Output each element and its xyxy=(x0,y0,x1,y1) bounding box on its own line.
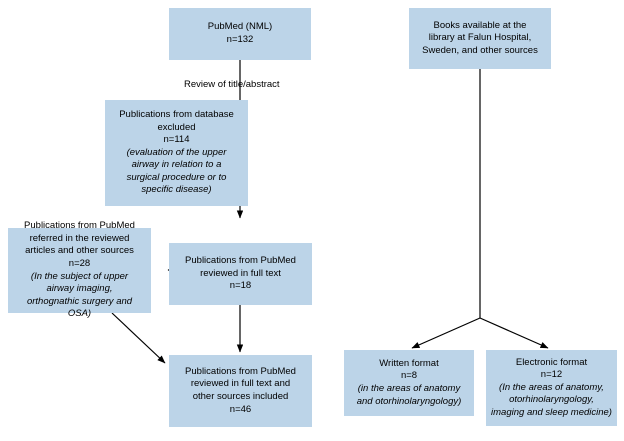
node-line: airway imaging, xyxy=(46,283,113,295)
node-written-format xyxy=(344,350,474,416)
node-line: n=28 xyxy=(68,257,91,269)
node-line: articles and other sources xyxy=(25,245,134,257)
node-line: (In the subject of upper xyxy=(30,270,129,282)
node-line: orthognathic surgery and xyxy=(26,295,133,307)
node-line: (In the areas of anatomy, xyxy=(499,381,604,393)
node-line: excluded xyxy=(157,121,196,133)
node-electronic-format xyxy=(486,350,617,426)
node-line: n=132 xyxy=(226,34,254,45)
node-pubmed-source xyxy=(169,8,311,60)
node-line: Publications from PubMed xyxy=(185,255,296,267)
node-line: n=12 xyxy=(540,369,563,381)
node-line: referred in the reviewed xyxy=(29,232,130,244)
node-line: Written format xyxy=(379,357,439,369)
node-line: library at Falun Hospital, xyxy=(428,32,532,44)
node-line: specific disease) xyxy=(141,184,212,196)
node-line: (in the areas of anatomy xyxy=(357,383,461,394)
node-referred xyxy=(8,220,151,320)
node-line: imaging and sleep medicine) xyxy=(491,406,612,418)
node-line: airway in relation to a xyxy=(131,159,222,171)
node-line: and otorhinolaryngology) xyxy=(356,395,462,407)
node-line: surgical procedure or to xyxy=(126,171,227,183)
node-line: PubMed (NML) xyxy=(207,21,273,33)
edge-label-review: Review of title/abstract xyxy=(184,79,280,90)
node-line: Sweden, and other sources xyxy=(422,44,538,56)
node-line: other sources included xyxy=(192,391,289,402)
node-line: n=18 xyxy=(229,280,252,292)
node-line: reviewed in full text xyxy=(200,267,281,279)
node-books-source xyxy=(409,8,551,69)
node-line: n=46 xyxy=(229,403,252,415)
node-line: n=8 xyxy=(400,370,418,382)
node-line: Publications from PubMed xyxy=(24,220,135,232)
node-line: Publications from database xyxy=(119,109,234,121)
node-excluded xyxy=(105,100,248,206)
node-line: reviewed in full text and xyxy=(190,378,291,390)
node-line: Electronic format xyxy=(515,356,588,368)
node-line: Books available at the xyxy=(433,19,527,31)
node-included xyxy=(169,355,312,427)
node-full-text xyxy=(169,243,312,305)
node-line: n=114 xyxy=(163,134,190,146)
node-line: otorhinolaryngology, xyxy=(509,394,594,406)
node-line: Publications from PubMed xyxy=(185,365,296,377)
node-line: (evaluation of the upper xyxy=(126,146,227,158)
node-line: OSA) xyxy=(67,308,92,320)
